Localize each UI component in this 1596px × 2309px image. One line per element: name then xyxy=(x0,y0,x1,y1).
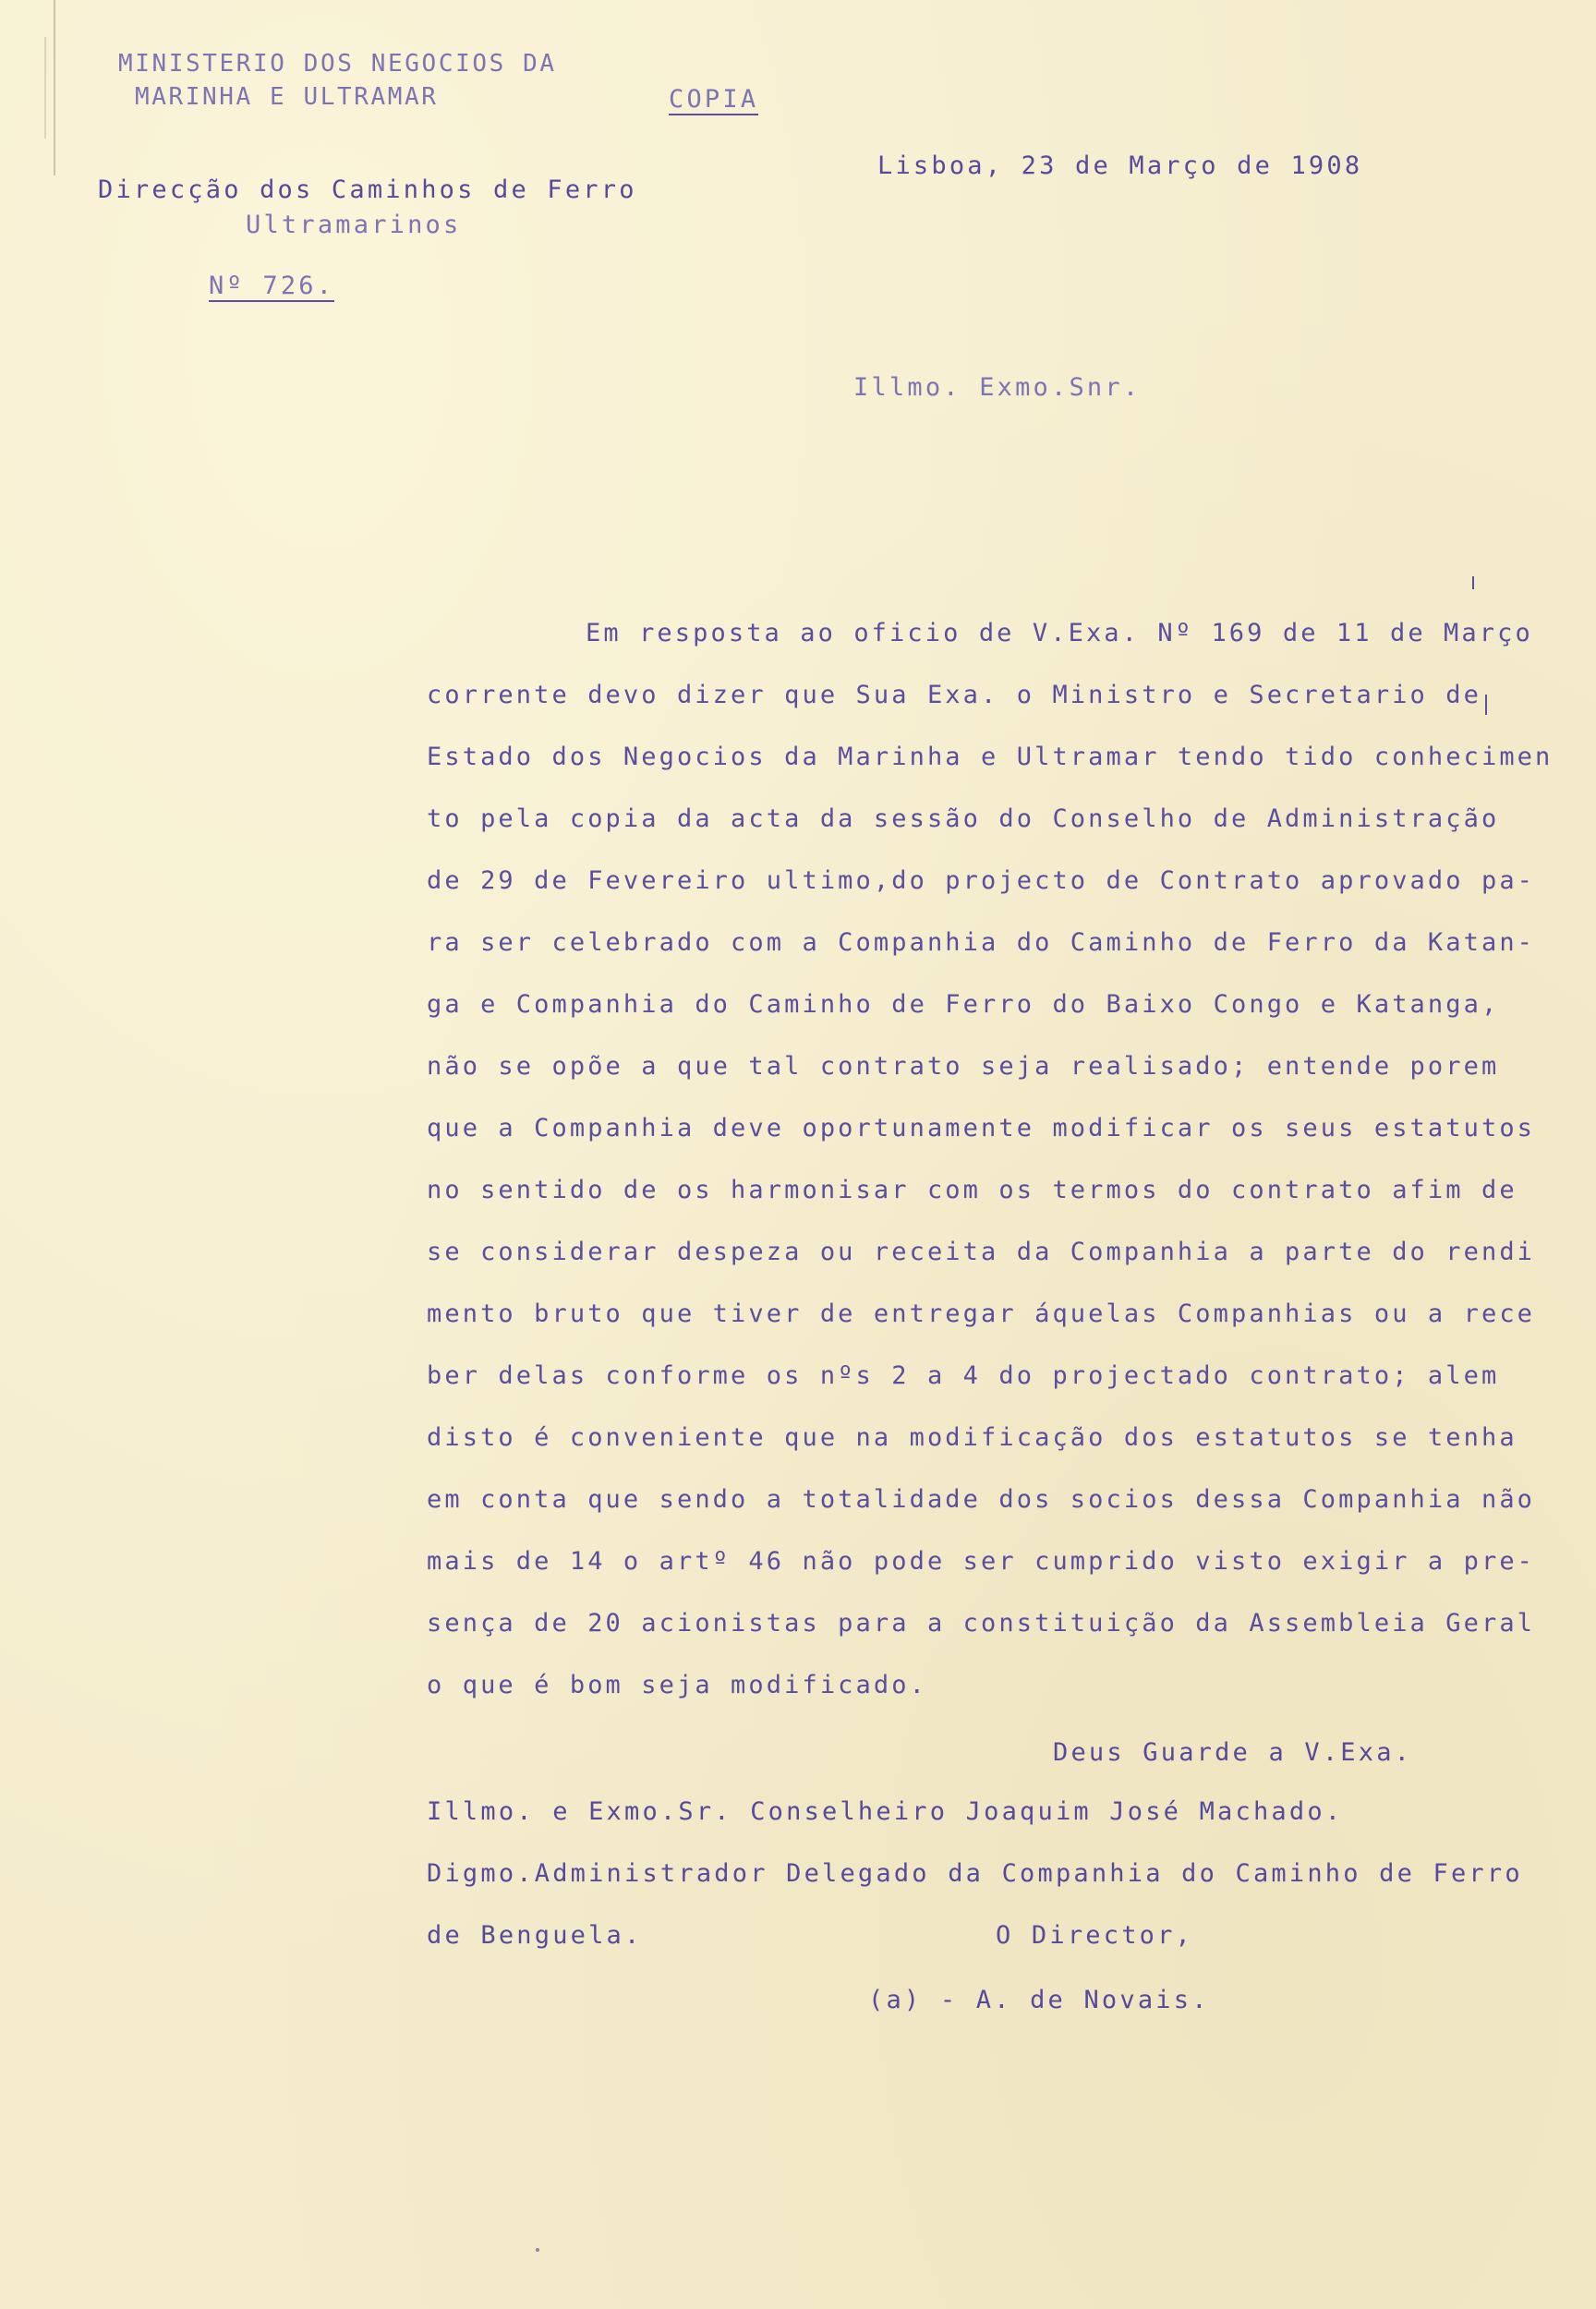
margin-tick xyxy=(1472,576,1474,589)
addressee-line-3: de Benguela. xyxy=(427,1921,643,1950)
body-line: que a Companhia deve oportunamente modificar os seus estatutos xyxy=(427,1114,1536,1142)
margin-mark xyxy=(44,37,46,139)
closing: Deus Guarde a V.Exa. xyxy=(1053,1738,1413,1767)
body-line: ga e Companhia do Caminho de Ferro do Baixo Congo e Katanga, xyxy=(427,990,1500,1019)
body-line: corrente devo dizer que Sua Exa. o Ministro e Secretario de xyxy=(427,681,1481,709)
signatory-title: O Director, xyxy=(996,1921,1194,1950)
directorate-line-1: Direcção dos Caminhos de Ferro xyxy=(98,175,637,204)
place-date: Lisboa, 23 de Março de 1908 xyxy=(877,151,1363,180)
document-number: Nº 726. xyxy=(209,272,335,300)
body-line: o que é bom seja modificado. xyxy=(427,1671,927,1699)
addressee-line-1: Illmo. e Exmo.Sr. Conselheiro Joaquim José Machado. xyxy=(427,1797,1344,1826)
body-line: sença de 20 acionistas para a constituição da Assembleia Geral xyxy=(427,1609,1536,1638)
body-line: não se opõe a que tal contrato seja realisado; entende porem xyxy=(427,1052,1500,1081)
body-line: disto é conveniente que na modificação dos estatutos se tenha xyxy=(427,1423,1517,1452)
body-line: no sentido de os harmonisar com os termos do contrato afim de xyxy=(427,1176,1517,1204)
directorate-line-2: Ultramarinos xyxy=(246,211,462,239)
body-line: mais de 14 o artº 46 não pode ser cumprido visto exigir a pre- xyxy=(427,1547,1536,1576)
body-line: se considerar despeza ou receita da Companhia a parte do rendi xyxy=(427,1238,1536,1266)
margin-mark xyxy=(54,0,55,175)
body-line: mento bruto que tiver de entregar áquelas Companhias ou a rece xyxy=(427,1300,1536,1328)
body-line: ra ser celebrado com a Companhia do Caminho de Ferro da Katan- xyxy=(427,928,1536,957)
salutation: Illmo. Exmo.Snr. xyxy=(853,373,1142,402)
paper-speck xyxy=(536,2248,539,2252)
ministry-line-2: MARINHA E ULTRAMAR xyxy=(135,83,439,111)
ministry-line-1: MINISTERIO DOS NEGOCIOS DA xyxy=(118,50,557,78)
addressee-line-2: Digmo.Administrador Delegado da Companhia do Caminho de Ferro xyxy=(427,1859,1523,1888)
body-line: ber delas conforme os nºs 2 a 4 do projectado contrato; alem xyxy=(427,1361,1500,1390)
body-line: to pela copia da acta da sessão do Conselho de Administração xyxy=(427,804,1500,833)
body-line: de 29 de Fevereiro ultimo,do projecto de Contrato aprovado pa- xyxy=(427,866,1536,895)
signature: (a) - A. de Novais. xyxy=(868,1986,1210,2014)
copy-label: COPIA xyxy=(669,85,759,114)
body-line: Estado dos Negocios da Marinha e Ultramar tendo tido conhecimen xyxy=(427,743,1554,771)
body-line: em conta que sendo a totalidade dos socios dessa Companhia não xyxy=(427,1485,1536,1514)
body-line: Em resposta ao oficio de V.Exa. Nº 169 de 11 de Março xyxy=(586,619,1533,647)
